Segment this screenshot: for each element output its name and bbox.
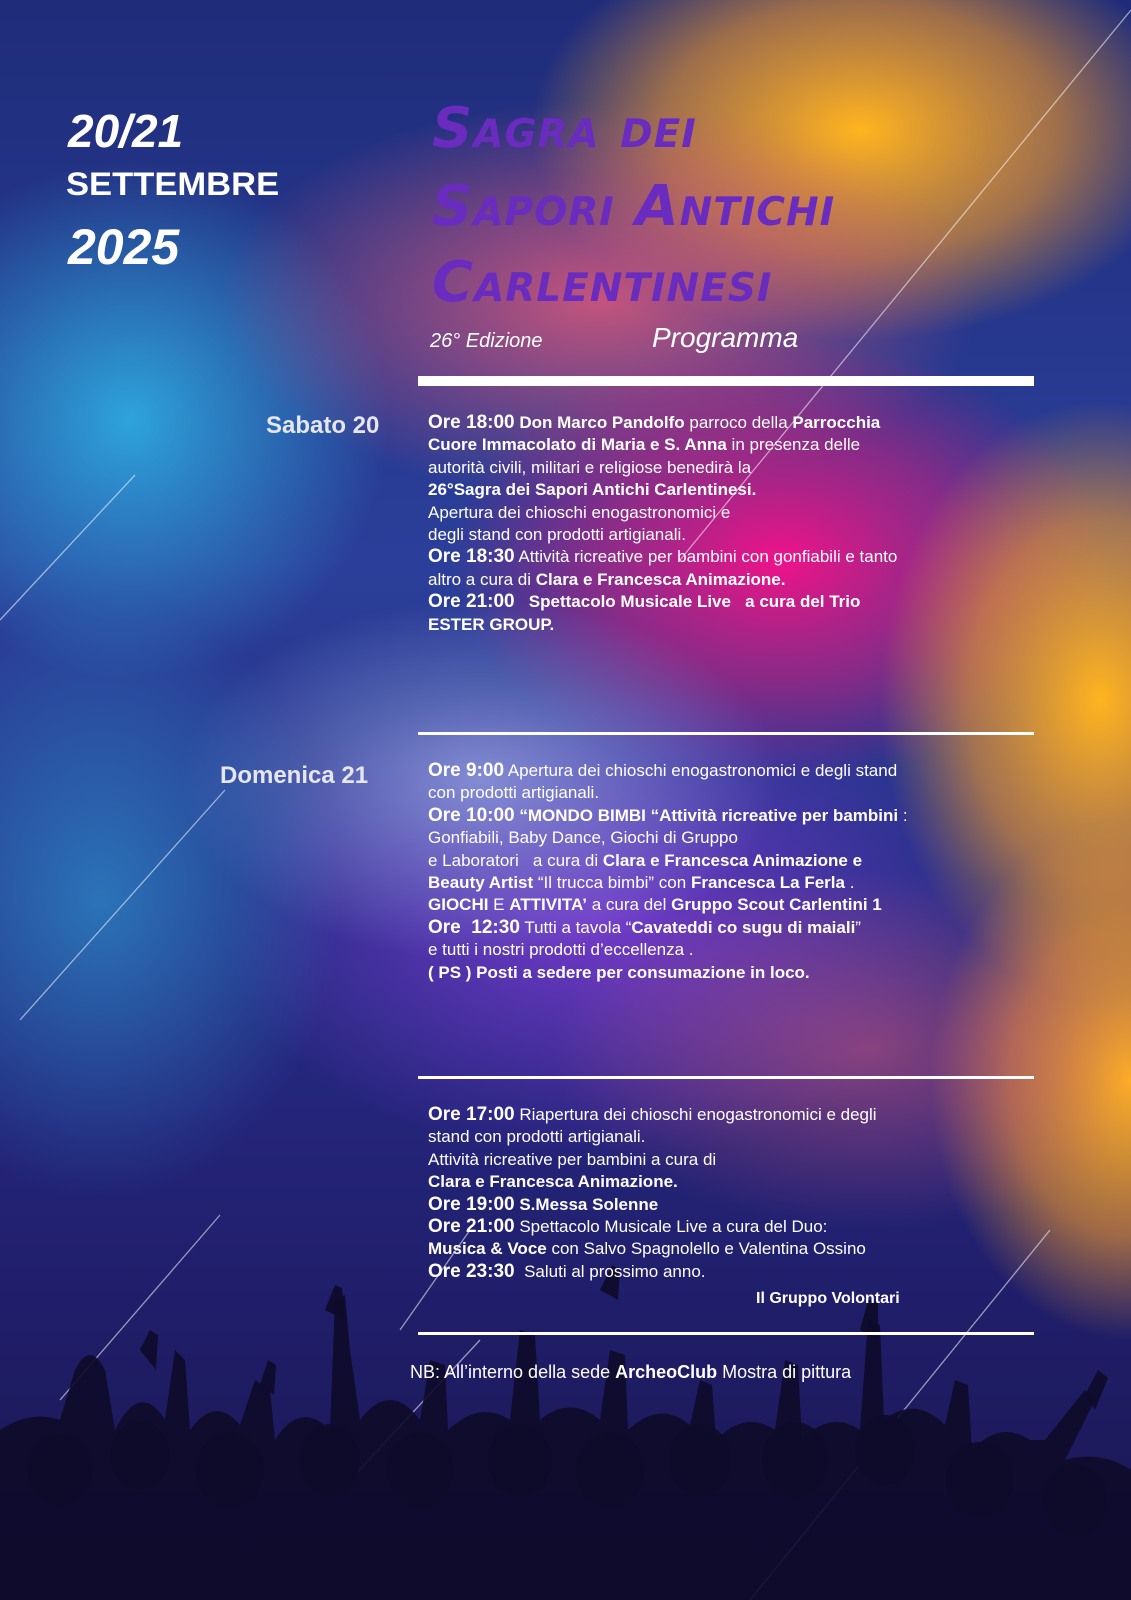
schedule-line: e tutti i nostri prodotti d’eccellenza . (428, 940, 694, 960)
programme-heading: Programma (652, 322, 799, 353)
schedule-line: Ore 21:00 Spettacolo Musicale Live a cura del Trio (428, 591, 861, 613)
schedule-line: degli stand con prodotti artigianali. (428, 525, 686, 545)
schedule-line: altro a cura di Clara e Francesca Animazione. (428, 569, 786, 589)
schedule-line: 26°Sagra dei Sapori Antichi Carlentinesi. (428, 480, 757, 500)
edition-label: 26° Edizione (430, 330, 543, 352)
date-days: 20/21 (68, 105, 184, 157)
schedule-line: Attività ricreative per bambini a cura di (428, 1149, 717, 1169)
signature: Il Gruppo Volontari (756, 1290, 900, 1307)
divider-saturday-sunday (418, 732, 1034, 735)
schedule-line: ( PS ) Posti a sedere per consumazione in loco. (428, 962, 810, 982)
schedule-line: autorità civili, militari e religiose benedirà la (428, 457, 752, 477)
schedule-line: stand con prodotti artigianali. (428, 1127, 646, 1147)
schedule-line: Ore 19:00 S.Messa Solenne (428, 1193, 659, 1215)
schedule-line: Gonfiabili, Baby Dance, Giochi di Gruppo (428, 828, 738, 848)
schedule-line: e Laboratori a cura di Clara e Francesca Animazione e (428, 850, 863, 870)
saturday-schedule (428, 412, 1028, 636)
schedule-line: GIOCHI E ATTIVITA’ a cura del Gruppo Scout Carlentini 1 (428, 895, 882, 915)
divider-top (418, 376, 1034, 386)
footer-note: NB: All’interno della sede ArcheoClub Mostra di pittura (410, 1362, 852, 1382)
divider-bottom (418, 1332, 1034, 1335)
date-month: SETTEMBRE (66, 166, 280, 202)
schedule-line: Ore 23:30 Saluti al prossimo anno. (428, 1260, 706, 1282)
schedule-line: con prodotti artigianali. (428, 783, 600, 803)
day-label-saturday: Sabato 20 (266, 412, 380, 439)
schedule-line: Beauty Artist “Il trucca bimbi” con Francesca La Ferla . (428, 873, 855, 893)
divider-sunday-evening (418, 1076, 1034, 1079)
event-title-line1: Sagra dei (432, 96, 697, 161)
schedule-line: Musica & Voce con Salvo Spagnolello e Valentina Ossino (428, 1239, 866, 1259)
event-title-line3: Carlentinesi (432, 250, 773, 315)
schedule-line: Clara e Francesca Animazione. (428, 1172, 678, 1192)
schedule-line: Ore 21:00 Spettacolo Musicale Live a cura del Duo: (428, 1216, 828, 1238)
schedule-line: Ore 9:00 Apertura dei chioschi enogastronomici e degli stand (428, 760, 898, 781)
schedule-line: Ore 10:00 “MONDO BIMBI “Attività ricreative per bambini : (428, 804, 908, 826)
day-label-sunday: Domenica 21 (220, 762, 369, 789)
schedule-line: ESTER GROUP. (428, 614, 555, 634)
schedule-line: Ore 12:30 Tutti a tavola “Cavateddi co sugu di maiali” (428, 916, 861, 938)
date-year: 2025 (68, 219, 180, 275)
schedule-line: Apertura dei chioschi enogastronomici e (428, 502, 731, 522)
schedule-line: Cuore Immacolato di Maria e S. Anna in presenza delle (428, 435, 861, 455)
schedule-line: Ore 17:00 Riapertura dei chioschi enogastronomici e degli (428, 1104, 877, 1125)
schedule-line: Ore 18:00 Don Marco Pandolfo parroco della Parrocchia (428, 412, 881, 433)
event-title-line2: Sapori Antichi (432, 174, 836, 239)
schedule-line: Ore 18:30 Attività ricreative per bambini con gonfiabili e tanto (428, 546, 898, 568)
sunday-schedule (428, 760, 1028, 984)
sunday-evening-schedule (428, 1104, 1028, 1283)
